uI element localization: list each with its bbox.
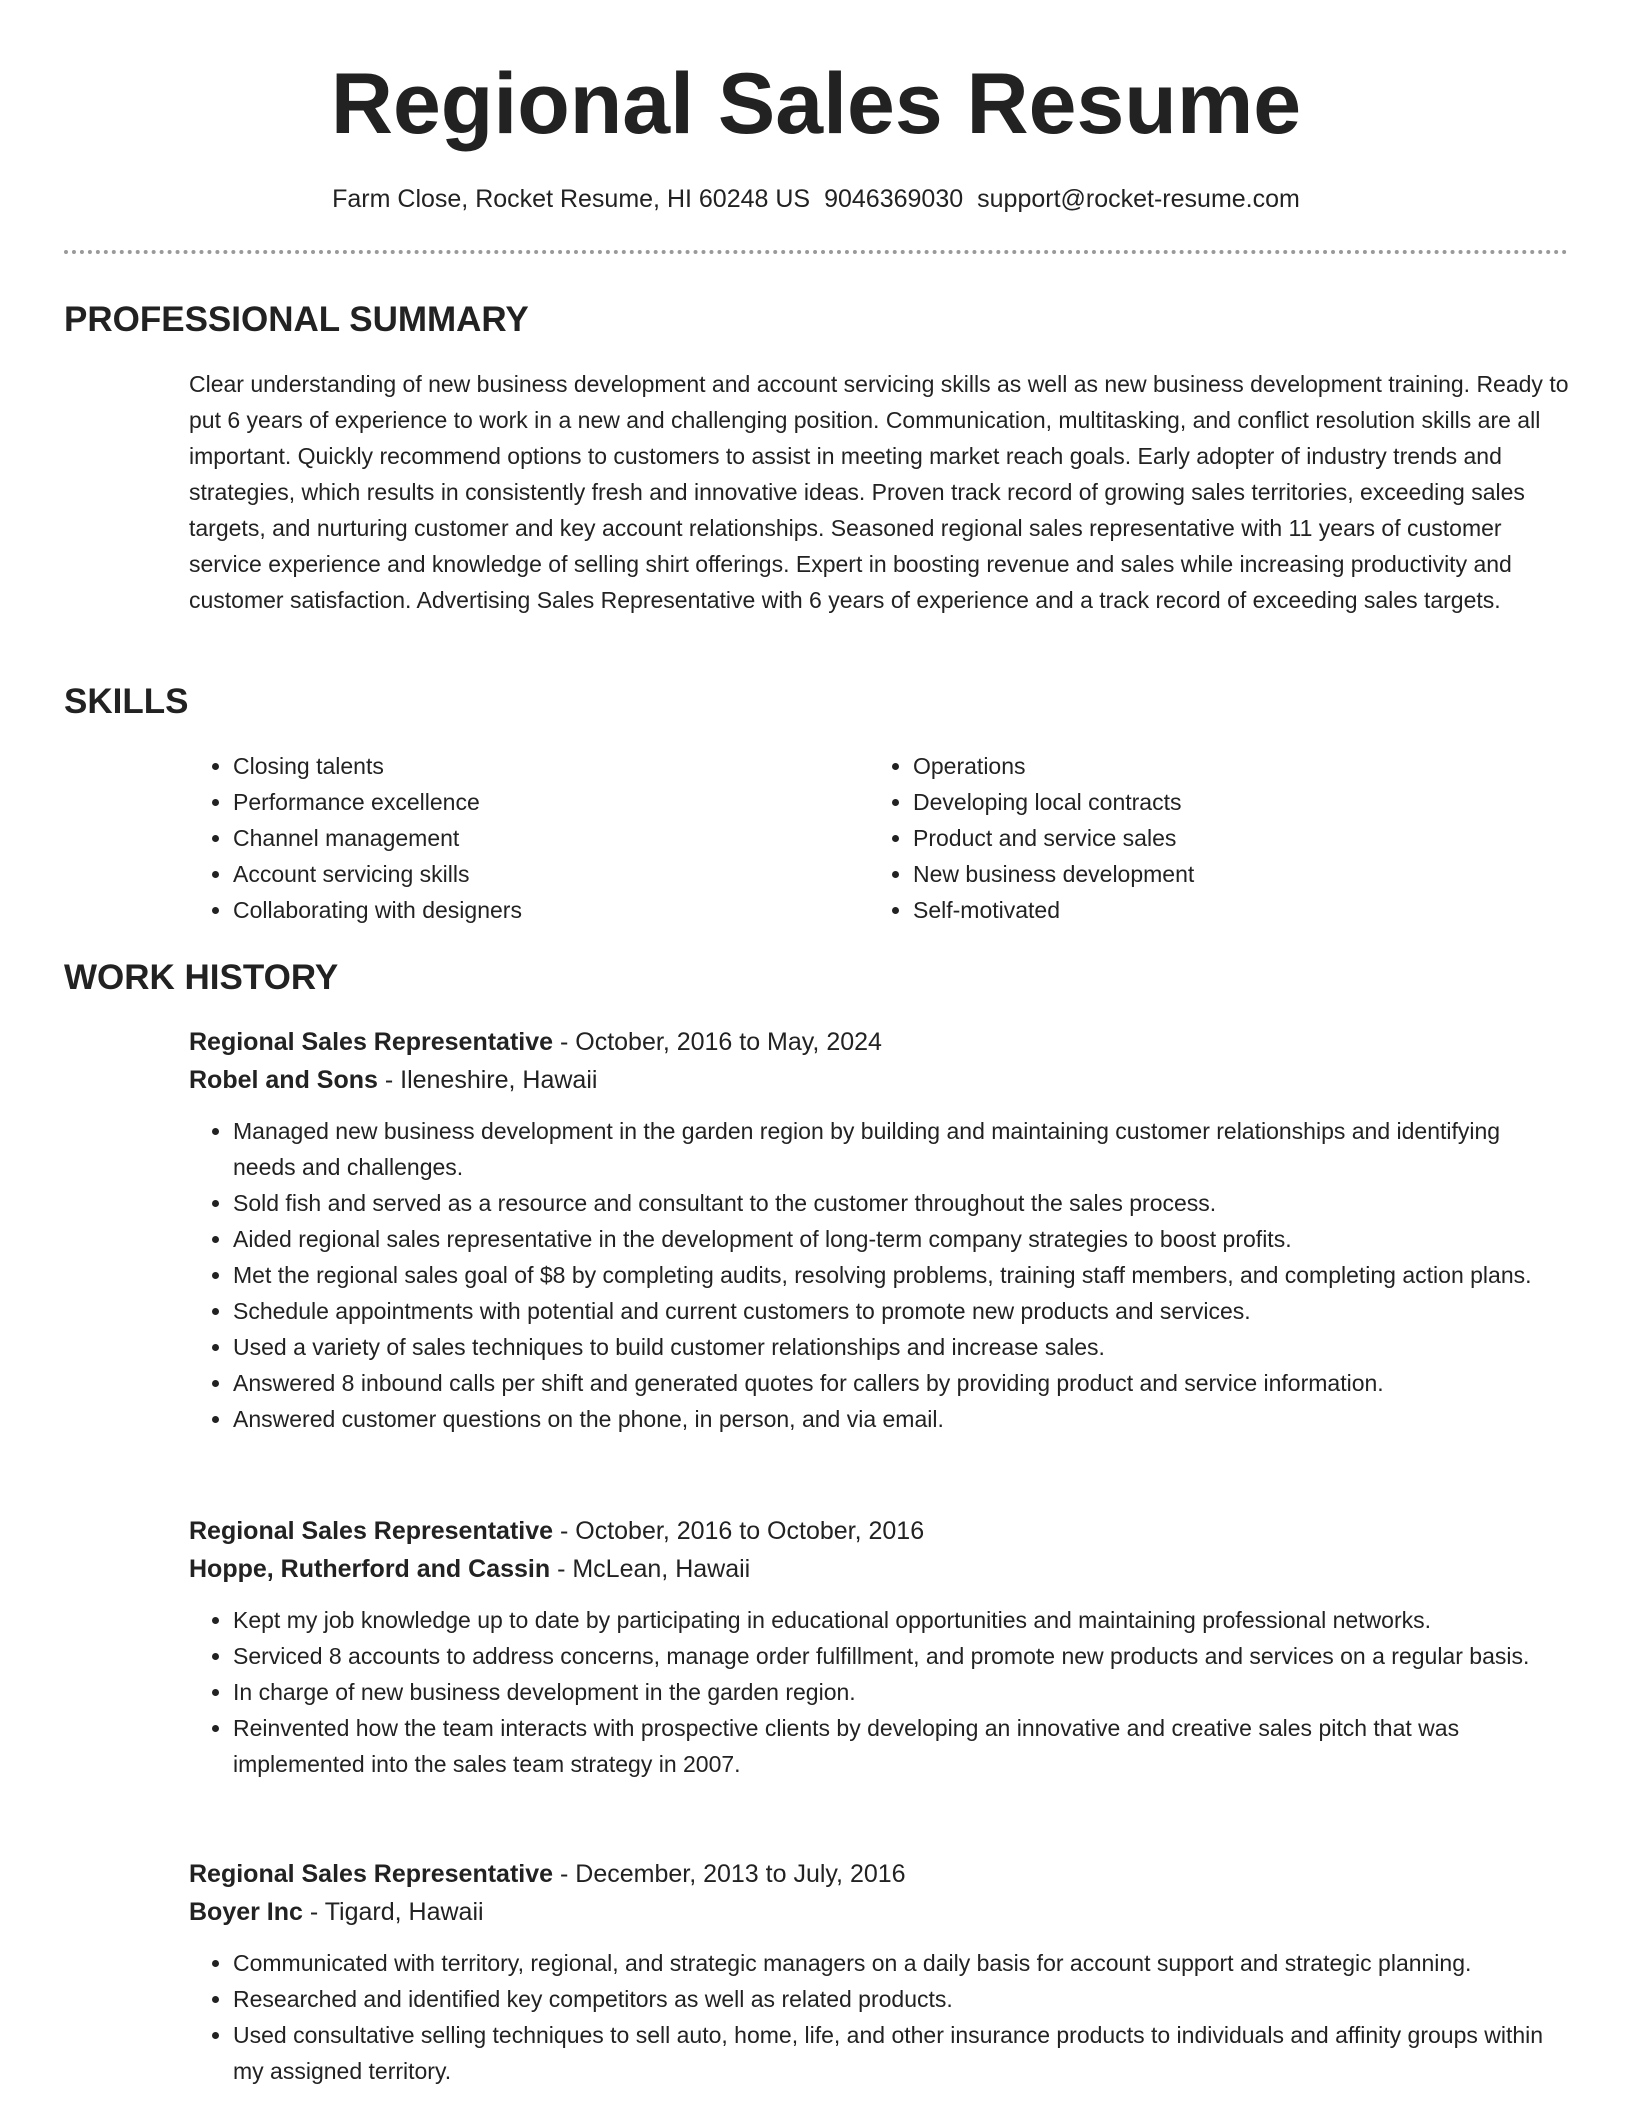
job-bullet: • Sold fish and served as a resource and consultant to the customer throughout the sales process. — [233, 1185, 1569, 1221]
job-dates: - October, 2016 to May, 2024 — [553, 1028, 882, 1056]
skill-item: • Channel management — [233, 820, 873, 856]
job-entry — [189, 1855, 1569, 2089]
job-entry — [189, 1512, 1569, 1782]
job-title-line — [189, 1855, 1569, 1893]
job-bullets — [189, 1602, 1569, 1782]
job-bullet: • Researched and identified key competitors as well as related products. — [233, 1981, 1569, 2017]
job-dates: - December, 2013 to July, 2016 — [553, 1860, 906, 1888]
skill-item: • Performance excellence — [233, 784, 873, 820]
job-location: - Tigard, Hawaii — [302, 1898, 484, 1926]
job-bullet: • Reinvented how the team interacts with prospective clients by developing an innovative and creative sales pitch that was implemented into the sales team strategy in 2007. — [233, 1710, 1569, 1782]
job-entry — [189, 1023, 1569, 1437]
skills-heading: SKILLS — [64, 682, 189, 721]
contact-phone: 9046369030 — [824, 185, 964, 213]
job-title-line — [189, 1023, 1569, 1061]
skills-list-left — [189, 748, 873, 928]
job-company-line — [189, 1550, 1569, 1588]
job-bullet: • Schedule appointments with potential and current customers to promote new products and services. — [233, 1293, 1569, 1329]
job-bullets — [189, 1945, 1569, 2089]
job-bullet: • In charge of new business development in the garden region. — [233, 1674, 1569, 1710]
job-bullet: • Answered customer questions on the phone, in person, and via email. — [233, 1401, 1569, 1437]
job-location: - Ileneshire, Hawaii — [377, 1066, 598, 1094]
job-bullet: • Used a variety of sales techniques to build customer relationships and increase sales. — [233, 1329, 1569, 1365]
job-title: Regional Sales Representative — [189, 1860, 554, 1888]
job-bullets — [189, 1113, 1569, 1437]
contact-line — [0, 182, 1632, 216]
skill-item: • Operations — [913, 748, 1553, 784]
skill-item: • Product and service sales — [913, 820, 1553, 856]
summary-heading: PROFESSIONAL SUMMARY — [64, 300, 529, 339]
job-bullet: • Kept my job knowledge up to date by participating in educational opportunities and maintaining professional networks. — [233, 1602, 1569, 1638]
skills-list-right — [869, 748, 1553, 928]
job-company-line — [189, 1061, 1569, 1099]
job-company: Boyer Inc — [189, 1898, 303, 1926]
skill-item: • Closing talents — [233, 748, 873, 784]
job-title-line — [189, 1512, 1569, 1550]
job-title: Regional Sales Representative — [189, 1028, 554, 1056]
contact-email: support@rocket-resume.com — [977, 185, 1300, 213]
resume-title: Regional Sales Resume — [330, 56, 1302, 152]
skill-item: • Developing local contracts — [913, 784, 1553, 820]
skill-item: • Self-motivated — [913, 892, 1553, 928]
job-location: - McLean, Hawaii — [550, 1555, 751, 1583]
job-company-line — [189, 1893, 1569, 1931]
job-bullet: • Answered 8 inbound calls per shift and generated quotes for callers by providing product and service information. — [233, 1365, 1569, 1401]
job-bullet: • Serviced 8 accounts to address concerns, manage order fulfillment, and promote new products and services on a regular basis. — [233, 1638, 1569, 1674]
job-company: Robel and Sons — [189, 1066, 378, 1094]
job-dates: - October, 2016 to October, 2016 — [553, 1517, 925, 1545]
job-bullet: • Managed new business development in the garden region by building and maintaining customer relationships and identifying needs and challenges. — [233, 1113, 1569, 1185]
contact-address: Farm Close, Rocket Resume, HI 60248 US — [332, 185, 811, 213]
job-title: Regional Sales Representative — [189, 1517, 554, 1545]
job-bullet: • Met the regional sales goal of $8 by completing audits, resolving problems, training staff members, and completing action plans. — [233, 1257, 1569, 1293]
summary-text: Clear understanding of new business development and account servicing skills as well as new business development training. Ready to put 6 years of experience to work in a new and challenging position. Communication, multitasking, and conflict resolution skills are all important. Quickly recommend options to customers to assist in meeting market reach goals. Early adopter of industry trends and strategies, which results in consistently fresh and innovative ideas. Proven track record of growing sales territories, exceeding sales targets, and nurturing customer and key account relationships. Seasoned regional sales representative with 11 years of customer service experience and knowledge of selling shirt offerings. Expert in boosting revenue and sales while increasing productivity and customer satisfaction. Advertising Sales Representative with 6 years of experience and a track record of exceeding sales targets. — [189, 371, 1569, 613]
job-bullet: • Aided regional sales representative in the development of long-term company strategies to boost profits. — [233, 1221, 1569, 1257]
skill-item: • New business development — [913, 856, 1553, 892]
header-divider — [64, 250, 1568, 254]
skill-item: • Account servicing skills — [233, 856, 873, 892]
skill-item: • Collaborating with designers — [233, 892, 873, 928]
job-bullet: • Used consultative selling techniques to sell auto, home, life, and other insurance products to individuals and affinity groups within my assigned territory. — [233, 2017, 1569, 2089]
job-bullet: • Communicated with territory, regional, and strategic managers on a daily basis for account support and strategic planning. — [233, 1945, 1569, 1981]
job-company: Hoppe, Rutherford and Cassin — [189, 1555, 551, 1583]
work-history-heading: WORK HISTORY — [64, 958, 339, 997]
